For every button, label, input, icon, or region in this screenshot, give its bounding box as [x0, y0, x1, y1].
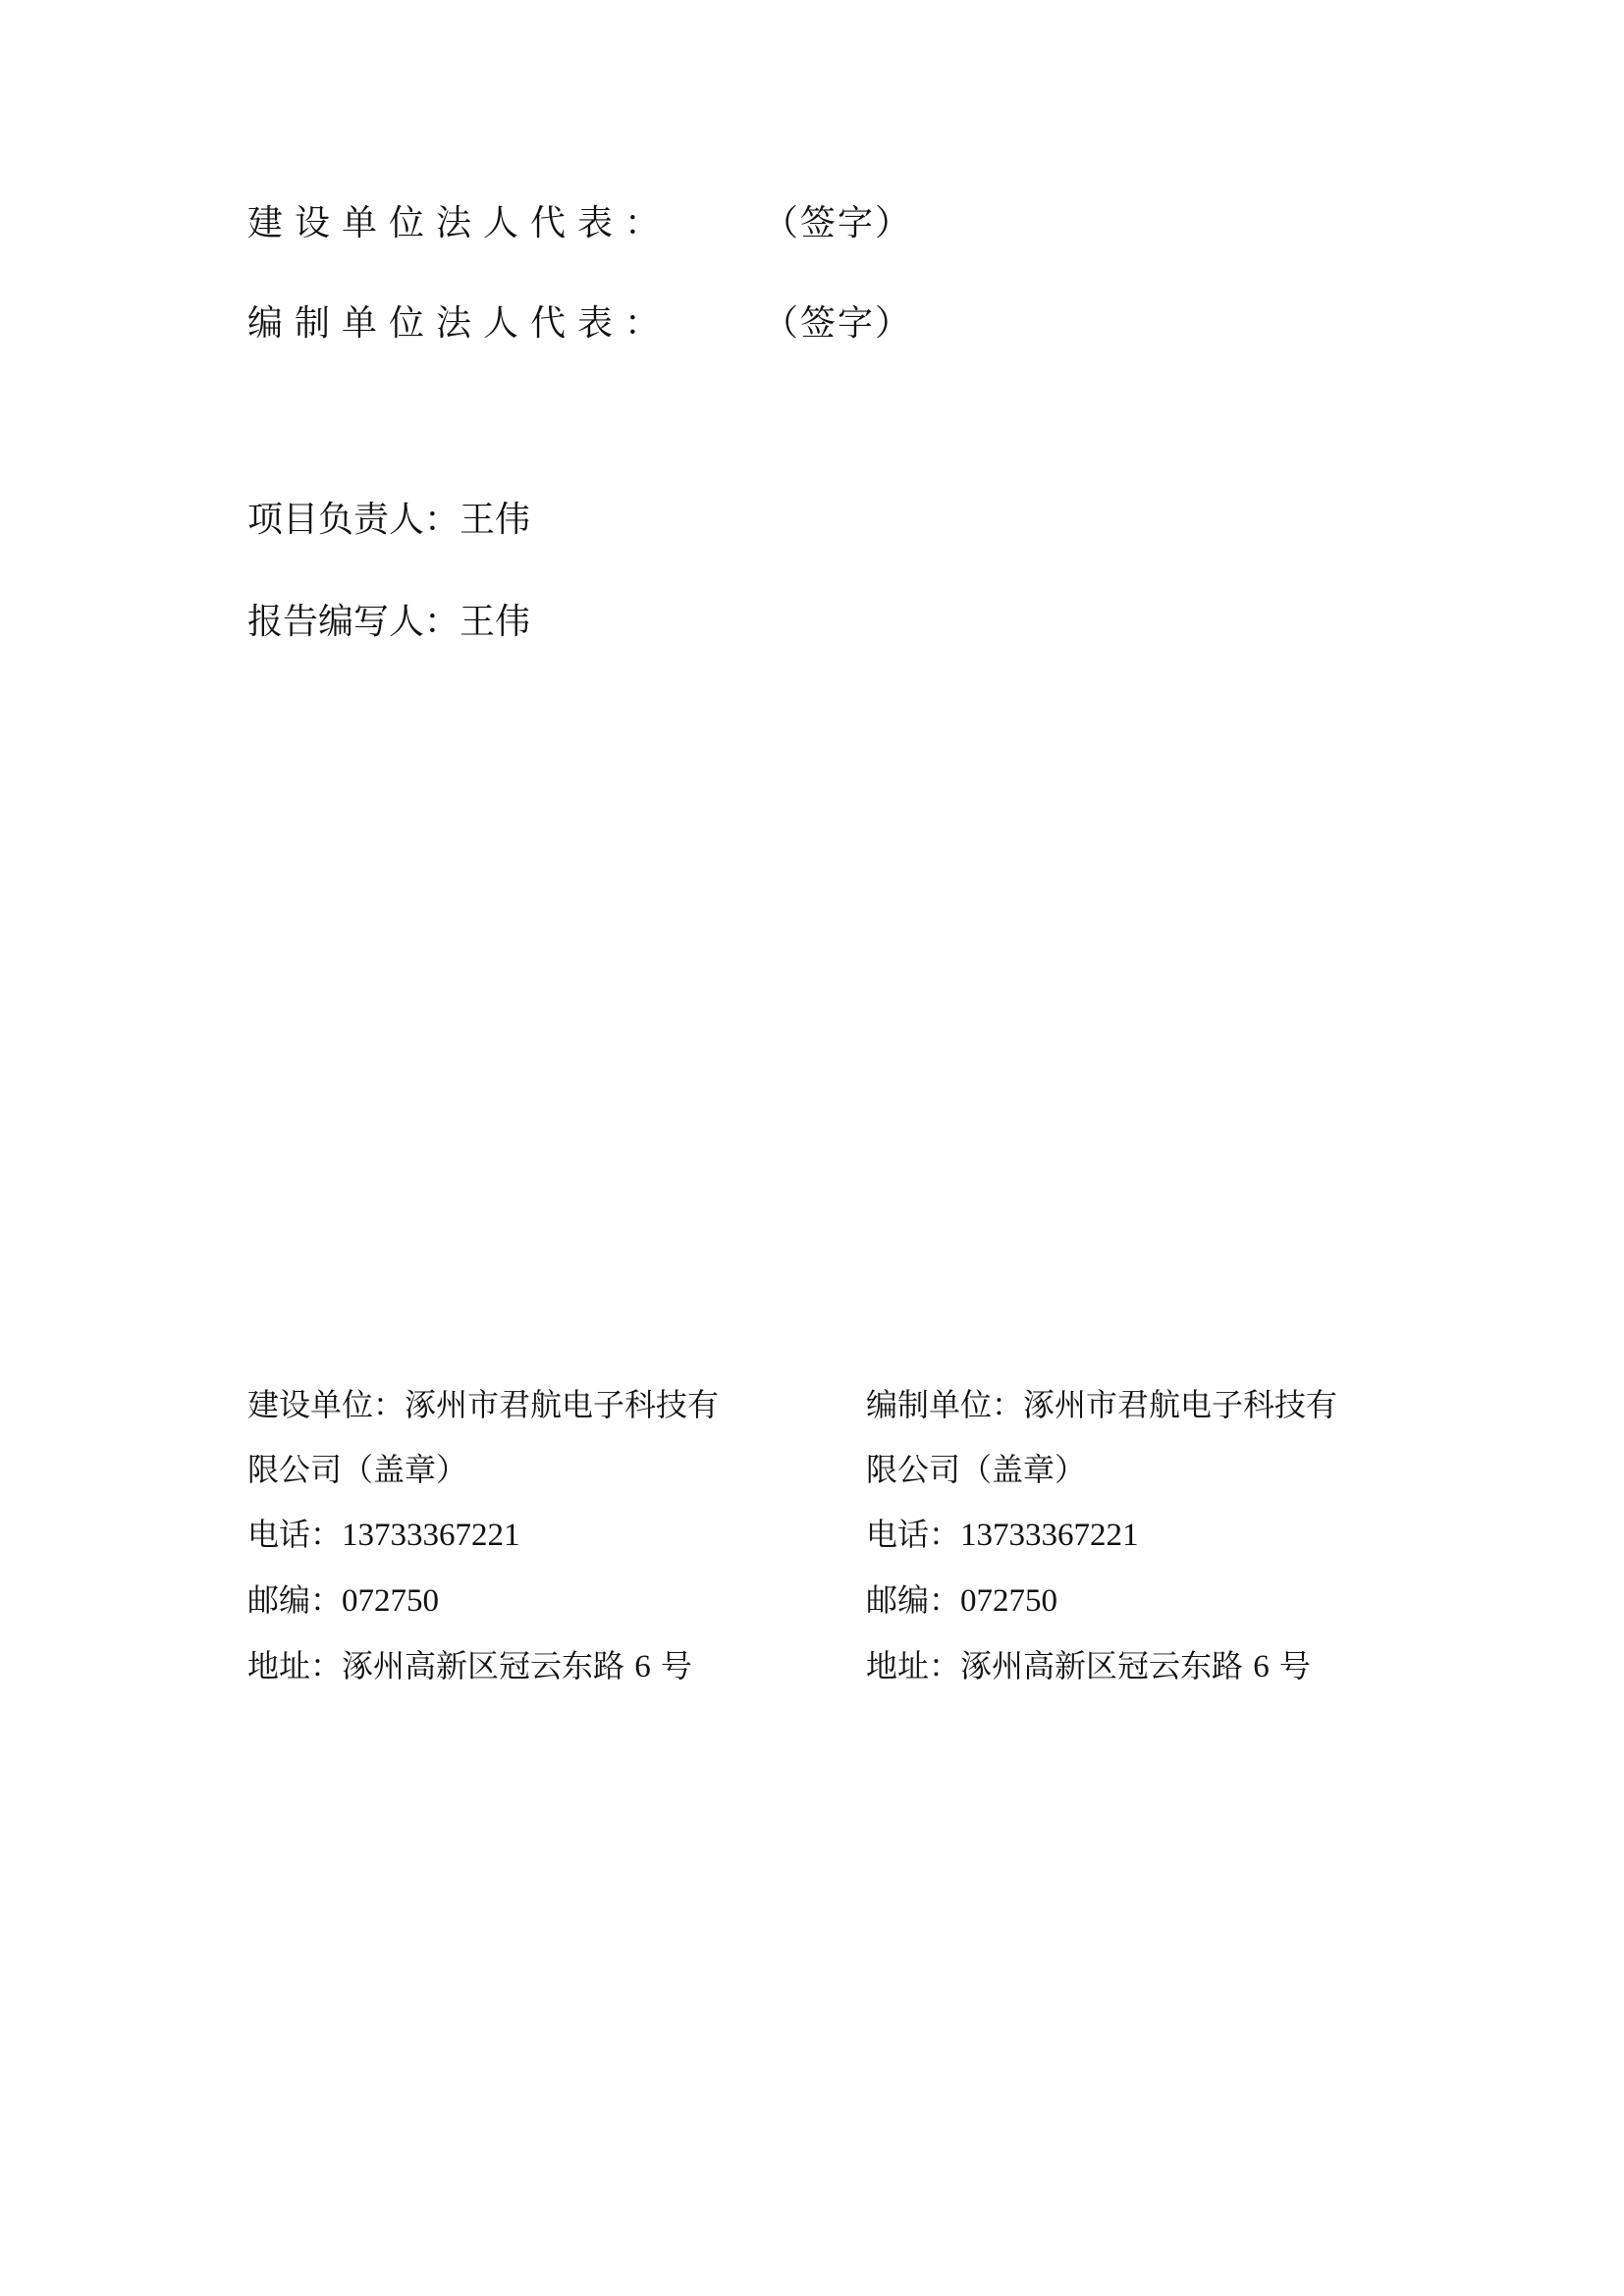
compiling-unit-address [866, 1633, 1377, 1699]
postcode-label: 邮编： [866, 1581, 961, 1619]
address-number: 6 [634, 1649, 651, 1684]
address-suffix: 号 [660, 1647, 692, 1684]
postcode-number: 072750 [342, 1583, 440, 1619]
construction-unit-phone [247, 1502, 758, 1568]
project-leader-name: 王伟 [460, 500, 531, 540]
construction-unit-legal-rep-line [247, 200, 913, 247]
construction-unit-postcode [247, 1568, 758, 1633]
phone-number: 13733367221 [960, 1518, 1139, 1553]
postcode-number: 072750 [960, 1583, 1058, 1619]
address-label: 地址：涿州高新区冠云东路 [866, 1647, 1244, 1684]
project-leader-label: 项目负责人： [247, 500, 460, 540]
compiling-unit-info [866, 1372, 1377, 1699]
construction-unit-signature-placeholder: （签字） [763, 203, 913, 243]
phone-number: 13733367221 [342, 1518, 520, 1553]
project-leader-line [247, 497, 530, 544]
report-writer-line [247, 599, 530, 646]
construction-unit-address [247, 1633, 758, 1699]
compiling-unit-signature-placeholder: （签字） [763, 303, 913, 344]
construction-unit-info [247, 1372, 758, 1699]
compiling-unit-legal-rep-label: 编制单位法人代表： [247, 303, 673, 344]
report-writer-name: 王伟 [460, 602, 531, 642]
construction-unit-legal-rep-label: 建设单位法人代表： [247, 203, 673, 243]
address-number: 6 [1253, 1649, 1270, 1684]
postcode-label: 邮编： [247, 1581, 343, 1619]
construction-unit-name-line2: 限公司（盖章） [247, 1451, 468, 1488]
compiling-unit-name-line2: 限公司（盖章） [866, 1451, 1087, 1488]
compiling-unit-name-line1: 编制单位：涿州市君航电子科技有 [866, 1386, 1338, 1423]
address-label: 地址：涿州高新区冠云东路 [247, 1647, 625, 1684]
address-suffix: 号 [1278, 1647, 1311, 1684]
phone-label: 电话： [247, 1516, 343, 1553]
report-writer-label: 报告编写人： [247, 602, 460, 642]
phone-label: 电话： [866, 1516, 961, 1553]
compiling-unit-phone [866, 1502, 1377, 1568]
compiling-unit-legal-rep-line [247, 300, 913, 347]
construction-unit-name-line1: 建设单位：涿州市君航电子科技有 [247, 1386, 720, 1423]
compiling-unit-postcode [866, 1568, 1377, 1633]
